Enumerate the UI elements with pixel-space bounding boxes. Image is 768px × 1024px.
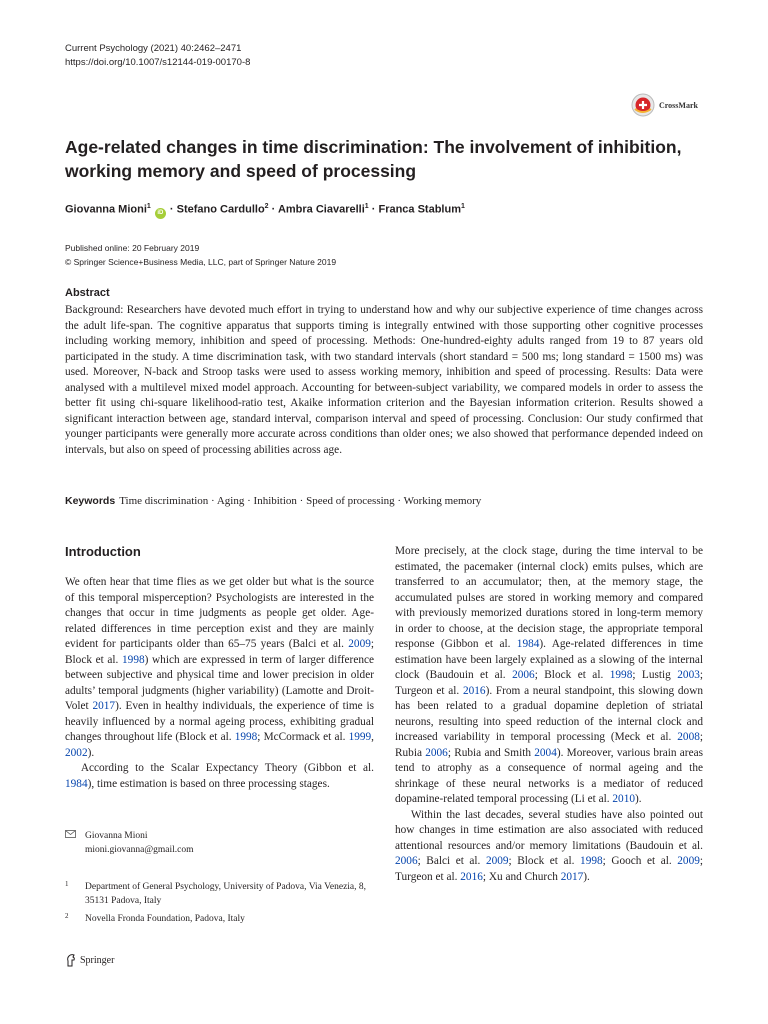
keywords-line xyxy=(65,495,481,507)
paragraph-text: ). xyxy=(634,793,642,805)
paragraph-text: ). Even in healthy individuals, the experience of time is heavily influenced by a normal ageing process, exhibiting gradual changes throughout life (Block et al. xyxy=(65,700,375,743)
citation-year-link[interactable]: 2017 xyxy=(92,700,116,712)
paragraph-text: ; Turgeon et al. xyxy=(395,669,703,697)
section-heading-introduction: Introduction xyxy=(65,544,141,559)
paragraph-text: ; McCormack et al. xyxy=(257,731,349,743)
intro-paragraph-1 xyxy=(65,575,374,761)
citation-year-link[interactable]: 2004 xyxy=(534,746,557,759)
paragraph-text: ; Gooch et al. xyxy=(602,855,678,867)
right-column xyxy=(395,544,703,885)
author-name[interactable]: Giovanna Mioni xyxy=(65,203,147,216)
author-separator: · xyxy=(368,203,379,216)
copyright-line: © Springer Science+Business Media, LLC, part of Springer Nature 2019 xyxy=(65,257,337,267)
springer-horse-icon xyxy=(65,953,77,967)
publisher-logo xyxy=(65,953,114,967)
author-name[interactable]: Ambra Ciavarelli xyxy=(277,203,365,216)
paragraph-text: ). Age-related differences in time estimation have been largely explained as a slowing of the internal clock (Baudouin et al. xyxy=(395,638,703,681)
citation-year-link[interactable]: 2010 xyxy=(612,793,635,805)
paragraph-text: Within the last decades, several studies have also pointed out how changes in time estimation are also associated with reduced attentional resources and/or memory limitations (Baudouin et al. xyxy=(395,808,703,852)
citation-year-link[interactable]: 2003 xyxy=(677,669,700,681)
journal-info xyxy=(65,42,250,70)
paragraph-text: ) which are expressed in term of larger difference between subjective and physical time and lower precision in older adults’ temporal judgments (higher variability) (Lamotte and Droit-Volet xyxy=(65,653,375,712)
intro-paragraph-2 xyxy=(65,761,374,792)
affiliation-text: Department of General Psychology, University of Padova, Via Venezia, 8, 35131 Padova, Italy xyxy=(85,882,367,906)
paragraph-text: ; Rubia and Smith xyxy=(447,746,535,759)
paragraph-text: ), time estimation is based on three processing stages. xyxy=(87,777,330,790)
crossmark-icon xyxy=(631,93,655,117)
affiliation-1 xyxy=(65,880,375,908)
citation-year-link[interactable]: 2016 xyxy=(460,870,483,883)
paragraph-text: ; Rubia xyxy=(395,731,703,759)
publisher-name: Springer xyxy=(80,954,115,966)
citation-year-link[interactable]: 1984 xyxy=(65,777,88,790)
envelope-icon xyxy=(65,829,79,843)
citation-year-link[interactable]: 2009 xyxy=(485,855,509,867)
affiliation-text: Novella Fronda Foundation, Padova, Italy xyxy=(85,914,245,924)
abstract-heading: Abstract xyxy=(65,287,110,299)
citation-year-link[interactable]: 2009 xyxy=(677,855,700,867)
paragraph-text: ; Turgeon et al. xyxy=(395,855,704,883)
author-affil-mark: 1 xyxy=(364,203,369,210)
author-name[interactable]: Stefano Cardullo xyxy=(176,203,265,216)
paragraph-text: ; Lustig xyxy=(632,669,678,681)
journal-citation: Current Psychology (2021) 40:2462–2471 xyxy=(65,43,242,54)
paragraph-text: ; Xu and Church xyxy=(482,870,561,883)
corresponding-author-email[interactable]: mioni.giovanna@gmail.com xyxy=(85,845,194,855)
publication-info xyxy=(65,241,336,269)
left-column xyxy=(65,575,374,792)
correspondence-block xyxy=(65,829,193,857)
paragraph-text: ). xyxy=(583,870,590,883)
doi-link[interactable]: https://doi.org/10.1007/s12144-019-00170-8 xyxy=(65,57,251,68)
paragraph-text: More precisely, at the clock stage, during the time interval to be estimated, the pacemaker (internal clock) emits pulses, which are transferred to an accumulator; then, at the memory stage, the accumulated pulses are stored in working memory and compared with previously memorized durations stored in long-term memory in order to choose, at the decision stage, the appropriate temporal response (Gibbon et al. xyxy=(395,545,703,650)
paragraph-text: ). From a neural standpoint, this slowing down has been related to a gradual dopamine depletion of striatal neurons, resulting into speed reduction of the internal clock and increased variability in temporal processing (Meck et al. xyxy=(395,684,704,743)
paragraph-text: ). xyxy=(87,746,95,759)
abstract-text: Background: Researchers have devoted much effort in trying to understand how and why our subjective experience of time changes across the adult life-span. The cognitive apparatus that supports timing is integrally entwined with those supporting other cognitive processes including working memory, inhibition and speed of processing. Methods: One-hundred-eighty adults ranged from 19 to 87 years old participated in the study. A time discrimination task, with two standard intervals (short standard = 500 ms; long standard = 1500 ms) was used. Moreover, N-back and Stroop tasks were used to assess working memory, inhibition and speed of processing. Results: Data were analysed with a multilevel mixed model approach. Accounting for between-subject variability, we compared models in order to assess the better fit using chi-square likelihood-ratio test, Akaike information criterion and the Bayesian information criterion. Results showed a significant interaction between age, standard interval, comparison interval and speed of processing. Conclusion: Our study confirmed that younger participants were generally more accurate across conditions than older ones; we also showed that performance depended indeed on intervals, but also on speed of processing abilities across age. xyxy=(65,304,703,456)
citation-year-link[interactable]: 1998 xyxy=(122,653,145,666)
citation-year-link[interactable]: 1984 xyxy=(516,638,540,650)
author-affil-mark: 2 xyxy=(264,203,269,210)
intro-paragraph-3 xyxy=(395,544,703,808)
paragraph-text: ). Moreover, various brain areas tend to atrophy as a consequence of normal ageing and the shrinkage of these neural networks is a mediator of reduced dopamine-related temporal processing (Li et al. xyxy=(395,746,703,805)
citation-year-link[interactable]: 1998 xyxy=(580,855,603,867)
author-separator: · xyxy=(268,203,278,216)
affiliation-number: 2 xyxy=(65,912,69,920)
citation-year-link[interactable]: 2009 xyxy=(348,638,371,650)
paragraph-text: We often hear that time flies as we get older but what is the source of this temporal misperception? Psychologists are interested in the changes that occur in time judgments as people get older. Age-related differences in time perception exist and they are mainly evident for participants older than 65–75 years (Balci et al. xyxy=(65,576,374,650)
intro-paragraph-4 xyxy=(395,808,703,886)
article-title: Age-related changes in time discrimination: The involvement of inhibition, working memory and speed of processing xyxy=(65,137,682,181)
orcid-icon[interactable]: iD xyxy=(155,208,166,219)
citation-year-link[interactable]: 1998 xyxy=(609,669,633,681)
citation-year-link[interactable]: 2006 xyxy=(395,855,418,867)
citation-year-link[interactable]: 2016 xyxy=(462,684,486,697)
paragraph-text: ; Block et al. xyxy=(65,638,374,666)
paragraph-text: ; Block et al. xyxy=(534,669,610,681)
paragraph-text: According to the Scalar Expectancy Theory (Gibbon et al. xyxy=(80,762,374,774)
author-name[interactable]: Franca Stablum xyxy=(378,203,461,216)
crossmark-label: CrossMark xyxy=(659,100,698,110)
citation-year-link[interactable]: 1998 xyxy=(234,731,258,743)
keywords-list: Time discrimination · Aging · Inhibition · Speed of processing · Working memory xyxy=(119,495,482,507)
citation-year-link[interactable]: 1999 xyxy=(348,731,372,743)
citation-year-link[interactable]: 2006 xyxy=(512,669,535,681)
citation-year-link[interactable]: 2017 xyxy=(560,870,584,883)
keywords-label: Keywords xyxy=(65,495,116,507)
citation-year-link[interactable]: 2006 xyxy=(425,746,448,759)
published-date: Published online: 20 February 2019 xyxy=(65,243,200,253)
affiliation-2 xyxy=(65,912,375,926)
author-affil-mark: 1 xyxy=(146,203,151,210)
author-affil-mark: 1 xyxy=(461,203,465,210)
citation-year-link[interactable]: 2002 xyxy=(65,746,88,759)
crossmark-badge[interactable] xyxy=(631,93,698,117)
author-separator: · xyxy=(166,203,177,216)
paragraph-text: , xyxy=(371,731,374,743)
affiliation-number: 1 xyxy=(65,880,69,888)
corresponding-author-name: Giovanna Mioni xyxy=(85,831,148,841)
citation-year-link[interactable]: 2008 xyxy=(677,731,700,743)
paragraph-text: ; Balci et al. xyxy=(417,855,486,867)
paragraph-text: ; Block et al. xyxy=(508,855,581,867)
author-list xyxy=(65,203,465,219)
